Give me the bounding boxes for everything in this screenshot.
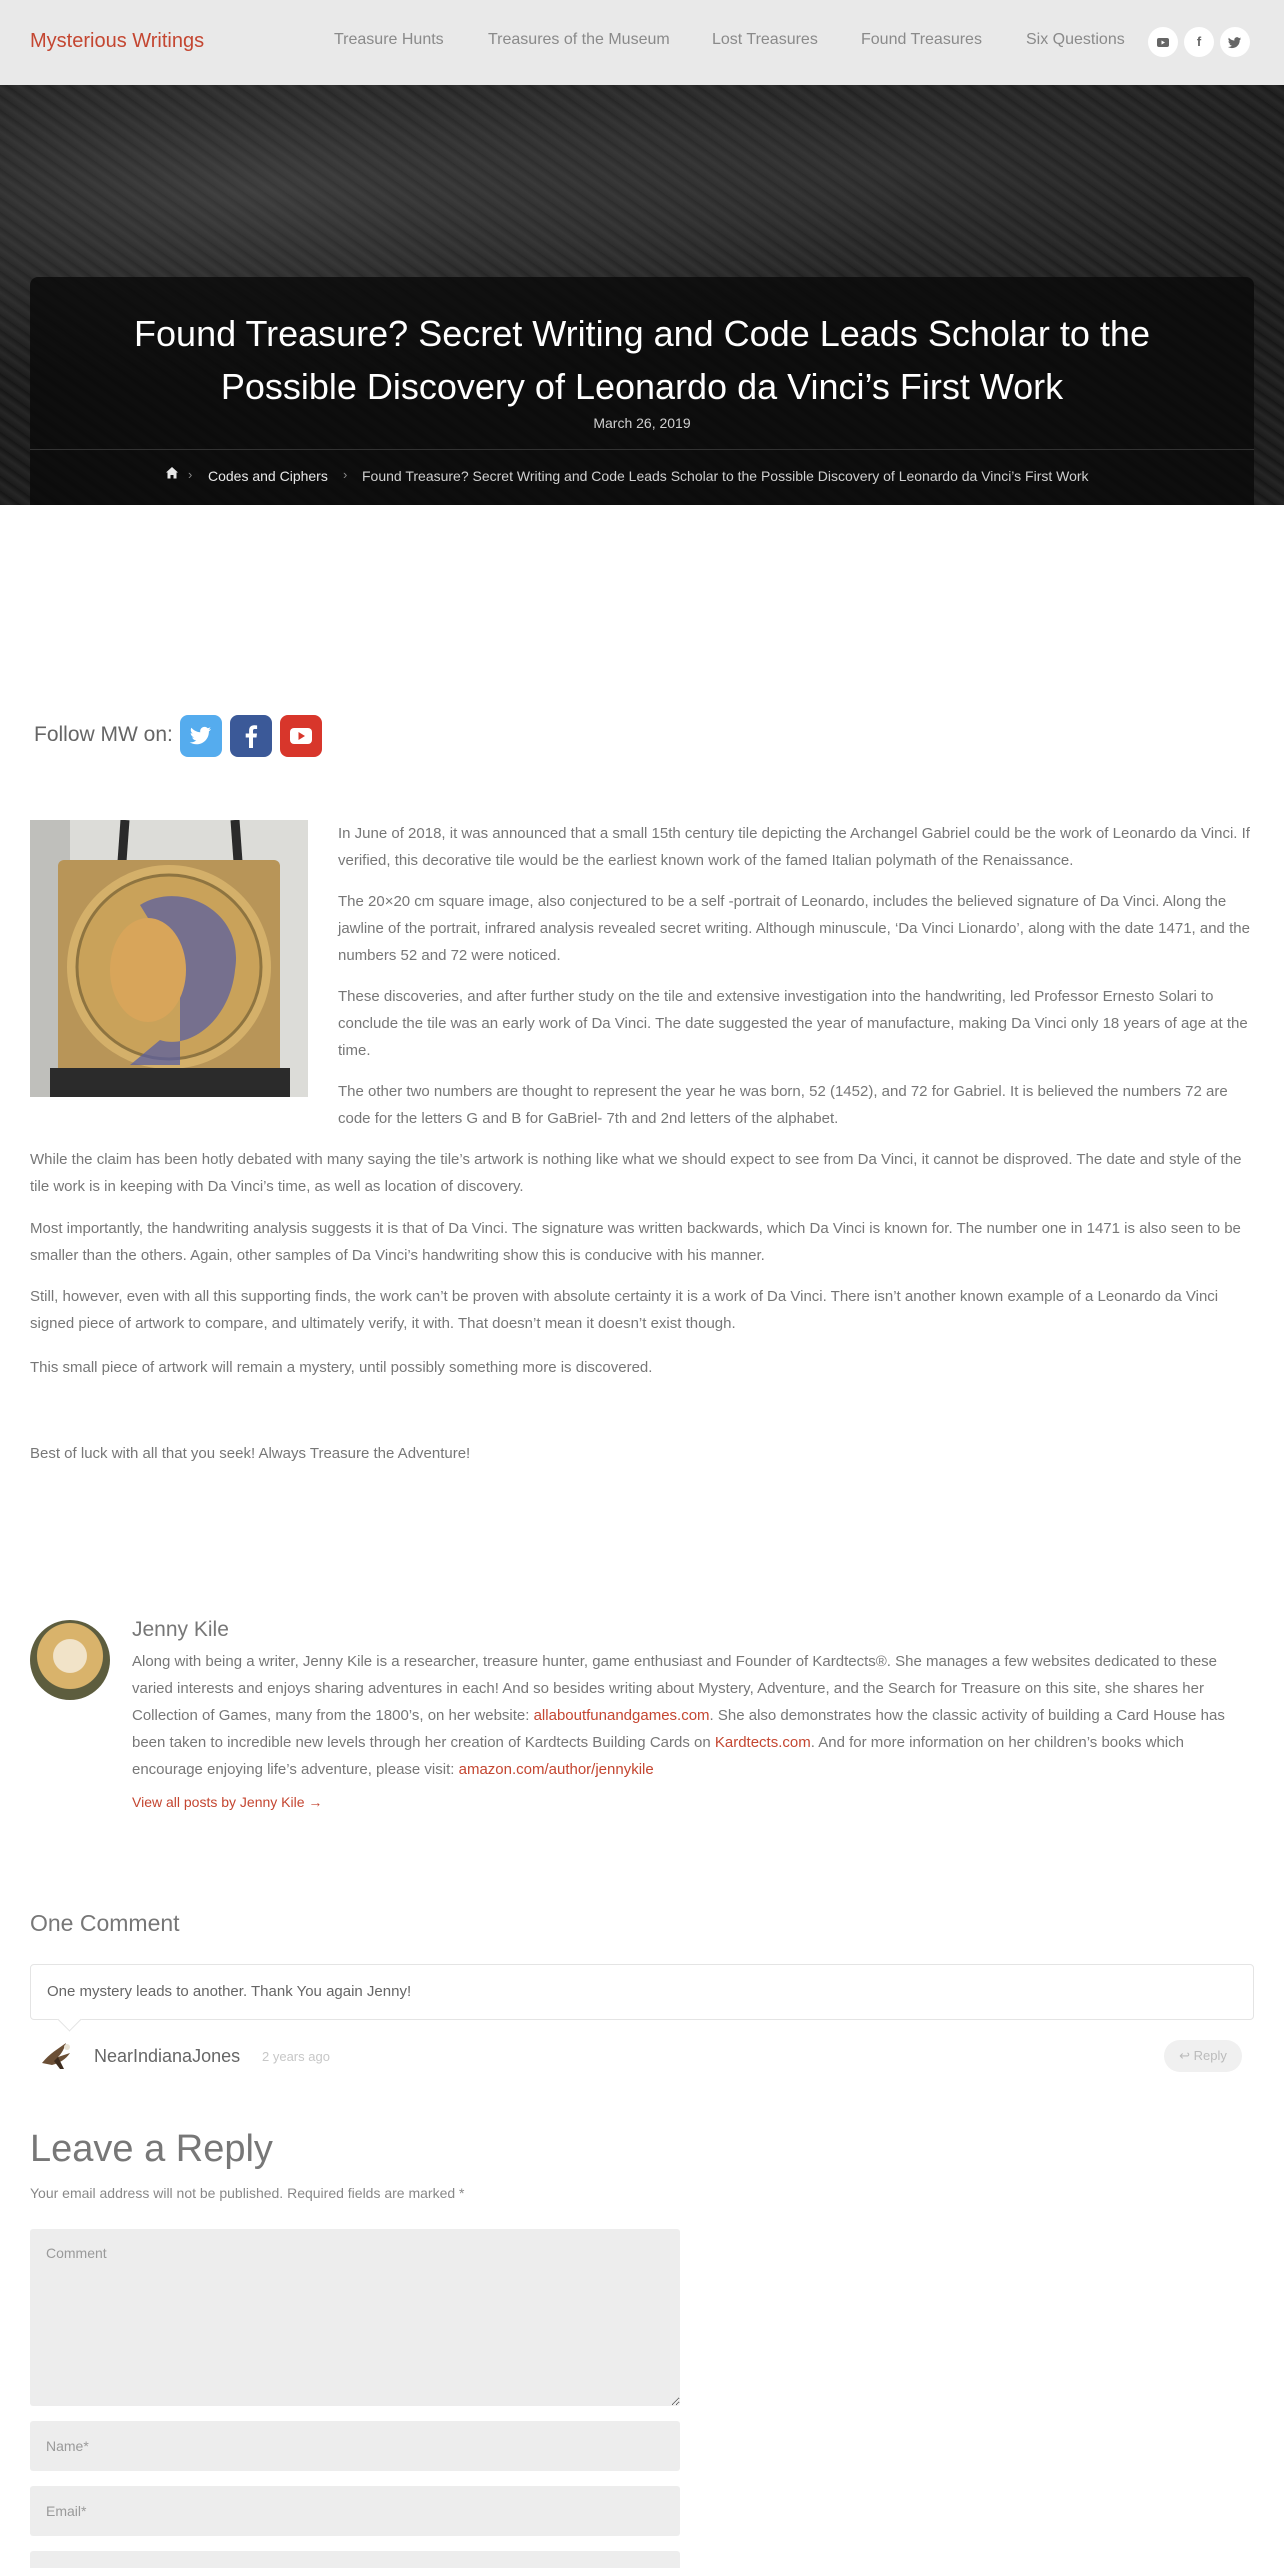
follow-label: Follow MW on:: [34, 723, 173, 746]
chevron-right-icon: ›: [343, 467, 348, 482]
nav-item-six-questions[interactable]: Six Questions: [1026, 31, 1125, 48]
author-link-amazon[interactable]: amazon.com/author/jennykile: [458, 1761, 654, 1778]
comment-textarea[interactable]: [30, 2229, 680, 2406]
author-bio-text: . And for more information on her children’s books which encourage enjoying life’s adventure, please visit:: [132, 1734, 1184, 1778]
author-link-allaboutfunandgames[interactable]: allaboutfunandgames.com: [533, 1707, 710, 1724]
commenter-avatar: [40, 2039, 78, 2073]
follow-twitter-button[interactable]: [180, 715, 222, 757]
home-icon[interactable]: [165, 466, 179, 483]
article-paragraph: This small piece of artwork will remain a mystery, until possibly something more is discovered.: [30, 1359, 653, 1376]
breadcrumb: [30, 449, 1254, 505]
reply-button[interactable]: ↩ Reply: [1164, 2040, 1242, 2072]
article-paragraph: While the claim has been hotly debated with many saying the tile’s artwork is nothing like what we should expect to see from Da Vinci, it cannot be disproved. The date and style of the tile work is in keeping with Da Vinci’s time, as well as location of discovery.: [30, 1151, 1242, 1195]
follow-facebook-button[interactable]: [230, 715, 272, 757]
facebook-icon: [230, 715, 272, 757]
nav-item-lost-treasures[interactable]: Lost Treasures: [712, 31, 818, 48]
follow-youtube-button[interactable]: [280, 715, 322, 757]
post-date: March 26, 2019: [593, 415, 691, 431]
author-link-kardtects[interactable]: Kardtects.com: [714, 1734, 811, 1751]
facebook-icon[interactable]: f: [1184, 27, 1214, 57]
article-paragraph: The other two numbers are thought to represent the year he was born, 52 (1452), and 72 for Gabriel. It is believed the numbers 72 are code for the letters G and B for GaBriel- 7th and 2nd letters of the alphabet.: [338, 1083, 1228, 1127]
site-logo[interactable]: Mysterious Writings: [30, 30, 205, 52]
author-bio-text: . She also demonstrates how the classic activity of building a Card House has been taken to incredible new levels through her creation of Kardtects Building Cards on: [132, 1707, 1225, 1751]
name-field[interactable]: [30, 2421, 680, 2471]
website-field[interactable]: [30, 2551, 680, 2568]
author-name[interactable]: Jenny Kile: [132, 1618, 229, 1641]
twitter-icon: [180, 715, 222, 757]
youtube-icon[interactable]: [1148, 27, 1178, 57]
page-title-line-2: Possible Discovery of Leonardo da Vinci’s First Work: [220, 366, 1064, 407]
reply-form-note: Your email address will not be published. Required fields are marked *: [30, 2185, 465, 2201]
breadcrumb-current: Found Treasure? Secret Writing and Code Leads Scholar to the Possible Discovery of Leonardo da Vinci’s First Work: [362, 468, 1089, 484]
nav-item-found-treasures[interactable]: Found Treasures: [861, 31, 982, 48]
comment-body: [30, 1964, 1254, 2020]
nav-item-treasure-hunts[interactable]: Treasure Hunts: [334, 31, 444, 48]
comment-text: One mystery leads to another. Thank You again Jenny!: [47, 1983, 412, 2000]
site-header: [0, 0, 1284, 85]
reply-form-title: Leave a Reply: [30, 2128, 273, 2170]
author-avatar: [30, 1620, 110, 1700]
comment-author[interactable]: NearIndianaJones: [94, 2046, 241, 2066]
article-paragraph: Still, however, even with all this supporting finds, the work can’t be proven with absolute certainty it is a work of Da Vinci. There isn’t another known example of a Leonardo da Vinci signed piece of artwork to compare, and ultimately verify, it with. That doesn’t mean it doesn’t exist though.: [30, 1288, 1219, 1332]
youtube-icon: [280, 715, 322, 757]
page-title-line-1: Found Treasure? Secret Writing and Code Leads Scholar to the: [134, 313, 1150, 354]
eagle-avatar-icon: [40, 2039, 78, 2073]
nav-item-treasures-of-the-museum[interactable]: Treasures of the Museum: [488, 31, 670, 48]
article-paragraph: Most importantly, the handwriting analysis suggests it is that of Da Vinci. The signature was written backwards, which Da Vinci is known for. The number one in 1471 is also seen to be smaller than the others. Again, other samples of Da Vinci’s handwriting show this is conducive with his manner.: [30, 1220, 1241, 1264]
twitter-icon[interactable]: [1220, 27, 1250, 57]
chevron-right-icon: ›: [188, 467, 193, 482]
comment-time[interactable]: 2 years ago: [262, 2049, 330, 2064]
article-signoff: Best of luck with all that you seek! Always Treasure the Adventure!: [30, 1445, 471, 1462]
article-paragraph: The 20×20 cm square image, also conjectured to be a self -portrait of Leonardo, includes the believed signature of Da Vinci. Along the jawline of the portrait, infrared analysis revealed secret writing. Although minuscule, ‘Da Vinci Lionardo’, along with the date 1471, and the numbers 52 and 72 were noticed.: [338, 893, 1250, 964]
breadcrumb-category[interactable]: Codes and Ciphers: [208, 468, 328, 484]
page-title: [30, 307, 1254, 413]
view-all-posts-link[interactable]: View all posts by Jenny Kile →: [132, 1794, 323, 1810]
archangel-tile-image: [30, 820, 308, 1097]
author-bio: [132, 1648, 1256, 1783]
article-image: [30, 820, 308, 1097]
email-field[interactable]: [30, 2486, 680, 2536]
author-bio-text: Along with being a writer, Jenny Kile is a researcher, treasure hunter, game enthusiast and Founder of Kardtects®. She manages a few websites dedicated to these varied interests and enjoys sharing adventures in each! And so besides writing about Mystery, Adventure, and the Search for Treasure on this site, she shares her Collection of Games, many from the 1800’s, on her website:: [132, 1653, 1218, 1724]
article-paragraph: These discoveries, and after further study on the tile and extensive investigation into the handwriting, led Professor Ernesto Solari to conclude the tile was an early work of Da Vinci. The date suggested the year of manufacture, making Da Vinci only 18 years of age at the time.: [338, 988, 1248, 1059]
hero-banner: [0, 85, 1284, 505]
article-paragraph: In June of 2018, it was announced that a small 15th century tile depicting the Archangel Gabriel could be the work of Leonardo da Vinci. If verified, this decorative tile would be the earliest known work of the famed Italian polymath of the Renaissance.: [338, 825, 1250, 869]
hero-title-panel: [30, 277, 1254, 505]
comments-title: One Comment: [30, 1910, 180, 1936]
